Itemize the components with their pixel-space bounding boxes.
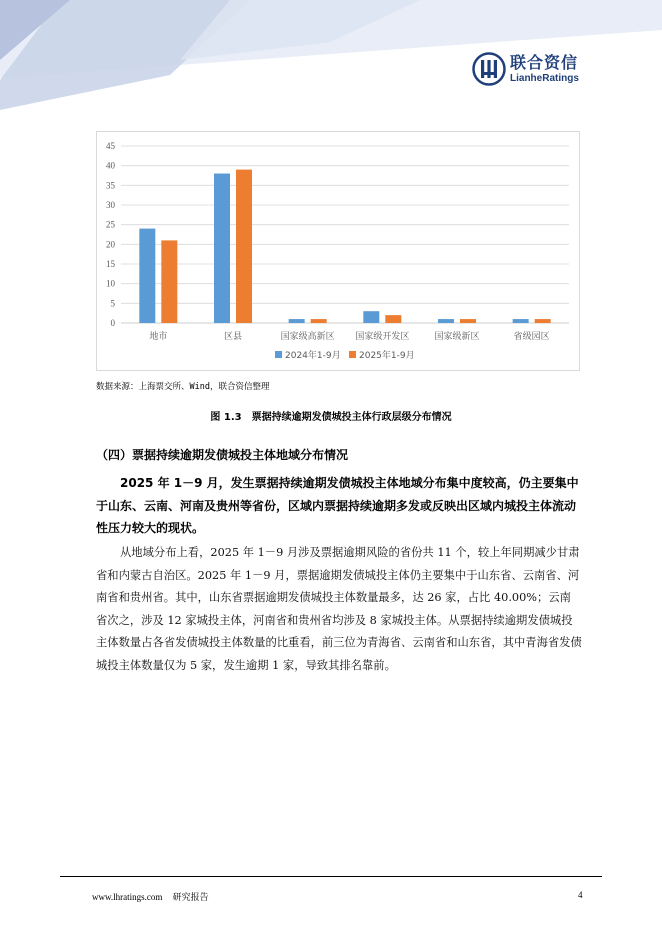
y-tick-label: 40: [106, 160, 115, 171]
y-tick-label: 15: [106, 259, 115, 269]
section-heading: （四）票据持续逾期发债城投主体地域分布情况: [96, 448, 349, 462]
figure-caption: 图 1.3 票据持续逾期发债城投主体行政层级分布情况: [210, 412, 452, 423]
body-paragraph: 从地域分布上看，2025 年 1－9 月涉及票据逾期风险的省份共 11 个，较上年同期减少甘肃省和内蒙古自治区。2025 年 1－9 月，票据逾期发债城投主体仍主要集中于山东省、云南省、河南省和贵州省。其中，山东省票据逾期发债城投主体数量最多，达 26 家，占比 40.00%；云南省次之，涉及 12 家城投主体，河南省和贵州省均涉及 8 家城投主体。从票据持续逾期发债城投主体数量占各省发债城投主体数量的比重看，前三位为青海省、云南省和山东省，其中青海省发债城投主体数量仅为 5 家，发生逾期 1 家，导致其排名靠前。: [96, 546, 582, 672]
bar: [385, 315, 401, 323]
bar: [311, 319, 327, 323]
data-source-note: 数据来源：上海票交所、Wind，联合资信整理: [96, 382, 270, 392]
page-number: 4: [578, 890, 583, 900]
legend-swatch: [275, 351, 282, 358]
legend-swatch: [349, 351, 356, 358]
y-tick-label: 0: [110, 318, 115, 328]
bar: [363, 311, 379, 323]
y-tick-label: 30: [106, 200, 115, 210]
logo-english-name: LianheRatings: [510, 72, 579, 84]
bar: [214, 174, 230, 323]
y-tick-label: 10: [106, 278, 115, 289]
bar: [535, 319, 551, 323]
x-category-label: 国家级开发区: [355, 332, 410, 342]
logo-mark-icon: [472, 52, 506, 86]
bar: [438, 319, 454, 323]
y-tick-label: 35: [106, 180, 115, 191]
logo-chinese-name: 联合资信: [510, 52, 579, 72]
x-category-label: 区县: [223, 332, 243, 342]
footer-info: [92, 890, 217, 903]
bar: [139, 229, 155, 323]
x-category-label: 国家级高新区: [280, 332, 335, 342]
legend-label: 2025年1-9月: [359, 351, 415, 361]
y-tick-label: 20: [106, 239, 115, 250]
legend-label: 2024年1-9月: [285, 351, 341, 361]
bar-chart-canvas: [97, 132, 581, 372]
footer-website-link[interactable]: www.lhratings.com: [92, 892, 163, 902]
y-tick-label: 5: [110, 298, 115, 309]
bar-chart: [96, 131, 580, 371]
bar: [236, 170, 252, 323]
bar: [289, 319, 305, 323]
bar: [460, 319, 476, 323]
bar: [161, 240, 177, 323]
footer-rule: [60, 876, 602, 877]
footer-report-type: 研究报告: [172, 892, 209, 902]
x-category-label: 国家级新区: [434, 332, 480, 342]
bar: [513, 319, 529, 323]
summary-paragraph: 2025 年 1－9 月，发生票据持续逾期发债城投主体地域分布集中度较高，仍主要集中于山东、云南、河南及贵州等省份，区域内票据持续逾期多发或反映出区域内城投主体流动性压力较大的现状。: [96, 476, 579, 535]
y-tick-label: 45: [106, 141, 115, 151]
x-category-label: 省级园区: [513, 332, 550, 342]
y-tick-label: 25: [106, 219, 115, 230]
company-logo: [472, 50, 579, 88]
x-category-label: 地市: [149, 332, 168, 342]
